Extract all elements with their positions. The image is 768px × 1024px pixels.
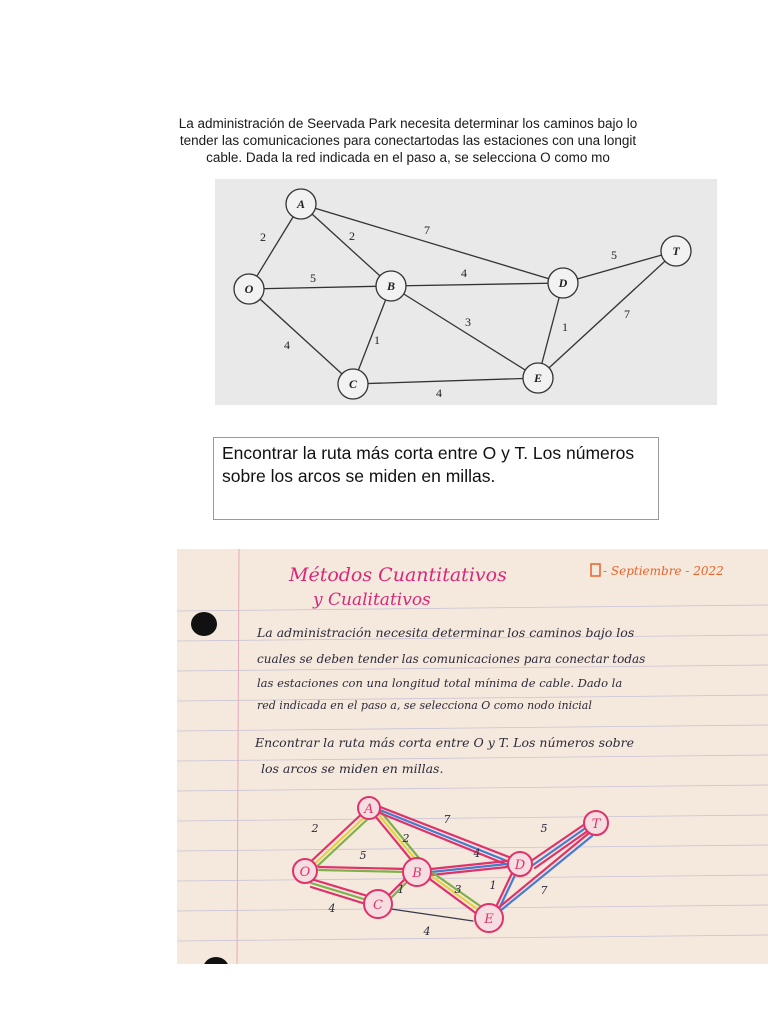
notes-date: - Septiembre - 2022 — [603, 564, 724, 578]
intro-line-2: tender las comunicaciones para conectartodas las estaciones con una longit — [179, 133, 637, 148]
notes-node-label-T: T — [591, 817, 601, 832]
notes-edge-label-B-C: 1 — [397, 883, 405, 896]
notes-title-line2: y Cualitativos — [313, 590, 431, 610]
notes-edge-label-A-D: 7 — [443, 813, 451, 826]
notes-para1-line2: cuales se deben tender las comunicaciones para conectar todas — [257, 652, 646, 666]
binder-hole-top — [191, 612, 217, 636]
edge-O-B — [249, 286, 391, 289]
notes-node-label-D: D — [514, 858, 526, 873]
node-label-O: O — [244, 282, 254, 296]
edge-label-C-E: 4 — [436, 386, 442, 400]
notebook-photo — [177, 549, 768, 964]
edge-A-D — [301, 204, 563, 283]
network-diagram — [215, 179, 717, 405]
task-textbox — [213, 437, 659, 520]
notes-para2-line2: los arcos se miden en millas. — [261, 761, 444, 776]
edge-B-E — [391, 286, 538, 378]
notes-node-label-C: C — [373, 898, 383, 913]
node-label-T: T — [672, 244, 680, 258]
notes-node-label-A: A — [364, 802, 374, 817]
edge-label-O-B: 5 — [310, 271, 316, 285]
notes-edge-label-C-E: 4 — [423, 925, 431, 938]
notes-para1-line3: las estaciones con una longitud total mínima de cable. Dado la — [257, 676, 623, 690]
notes-para1-line4: red indicada en el paso a, se selecciona O como nodo inicial — [257, 699, 592, 712]
edge-label-O-C: 4 — [284, 338, 290, 352]
notes-edge-label-B-D: 4 — [473, 847, 481, 860]
notes-node-label-E: E — [484, 912, 494, 927]
edge-label-E-T: 7 — [624, 307, 630, 321]
notes-edge-label-O-A: 2 — [311, 822, 319, 835]
notes-edge-label-D-E: 1 — [489, 879, 497, 892]
network-svg — [215, 179, 717, 405]
notes-edge-label-B-E: 3 — [454, 883, 462, 896]
edge-label-B-E: 3 — [465, 315, 471, 329]
edge-B-C — [353, 286, 391, 384]
notes-edge-label-D-T: 5 — [540, 822, 548, 835]
edge-C-E — [353, 378, 538, 384]
notes-edge-label-E-T: 7 — [540, 884, 548, 897]
notebook-svg — [177, 549, 768, 964]
notes-edge-label-O-B: 5 — [359, 849, 367, 862]
node-label-D: D — [558, 276, 568, 290]
task-text: Encontrar la ruta más corta entre O y T. Los números sobre los arcos se miden en millas. — [222, 443, 635, 486]
edge-label-O-A: 2 — [260, 230, 266, 244]
intro-paragraph — [150, 115, 666, 166]
node-label-C: C — [348, 377, 358, 391]
intro-line-1: La administración de Seervada Park necesita determinar los caminos bajo lo — [178, 116, 638, 131]
notes-para1-line1: La administración necesita determinar los caminos bajo los — [257, 625, 635, 640]
node-label-E: E — [533, 371, 543, 385]
edge-label-D-T: 5 — [611, 248, 617, 262]
edge-B-D — [391, 283, 563, 286]
notes-edge-label-A-B: 2 — [402, 832, 410, 845]
edge-label-D-E: 1 — [562, 320, 568, 334]
calendar-icon — [591, 564, 600, 576]
node-label-A: A — [296, 197, 306, 211]
notes-para2-line1: Encontrar la ruta más corta entre O y T. Los números sobre — [255, 735, 634, 750]
edge-O-C — [249, 289, 353, 384]
node-label-B: B — [386, 279, 396, 293]
edge-label-B-D: 4 — [461, 266, 467, 280]
notes-node-label-O: O — [299, 865, 311, 880]
notes-title-line1: Métodos Cuantitativos — [289, 564, 507, 586]
edge-label-B-C: 1 — [374, 333, 380, 347]
notes-edge-label-O-C: 4 — [328, 902, 336, 915]
edge-label-A-D: 7 — [424, 223, 430, 237]
intro-line-3: cable. Dada la red indicada en el paso a, se selecciona O como mo — [206, 150, 610, 165]
notes-node-label-B: B — [412, 866, 422, 881]
edge-label-A-B: 2 — [349, 229, 355, 243]
